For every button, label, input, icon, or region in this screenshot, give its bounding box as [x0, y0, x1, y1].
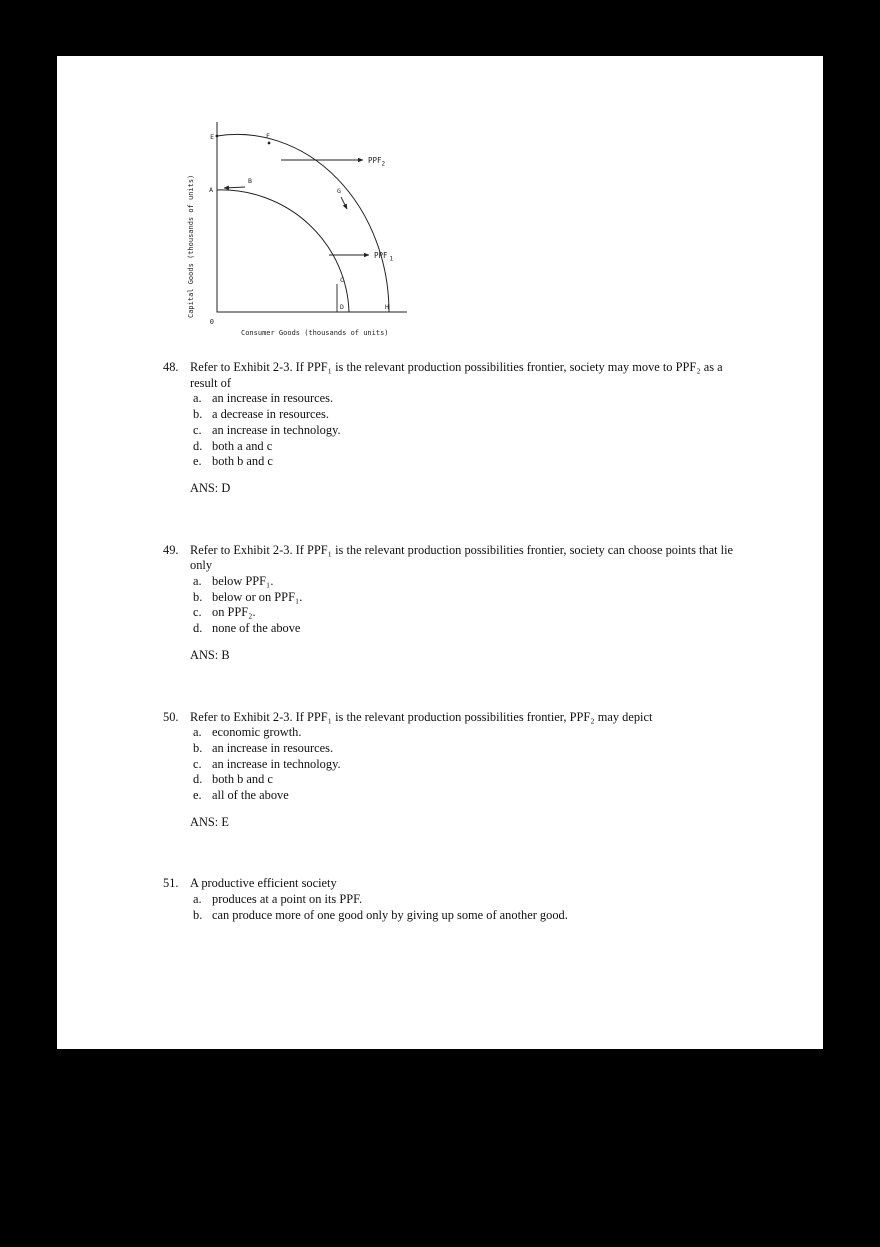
- option-letter: b.: [193, 740, 203, 755]
- option: [190, 757, 753, 773]
- question-48: [163, 360, 763, 497]
- option-text: an increase in resources.: [212, 740, 334, 755]
- point-h-label: H: [385, 303, 389, 311]
- question-49: [163, 543, 763, 664]
- document-page: [57, 56, 823, 1049]
- answer-line: ANS: E: [190, 814, 229, 829]
- point-g-label: G: [337, 187, 341, 195]
- option: [190, 788, 753, 804]
- y-axis-label: Capital Goods (thousands of units): [187, 174, 195, 318]
- option-text: an increase in technology.: [212, 422, 341, 437]
- option-letter: b.: [193, 407, 203, 422]
- option: [190, 574, 753, 590]
- option: [190, 590, 753, 606]
- option-letter: e.: [193, 788, 202, 803]
- option-letter: c.: [193, 756, 202, 771]
- option-letter: a.: [193, 892, 202, 907]
- option: [190, 725, 753, 741]
- option-text: an increase in resources.: [212, 391, 334, 406]
- question-number: 50.: [163, 709, 179, 724]
- ppf1-curve: [217, 190, 349, 312]
- question-list: [57, 360, 823, 924]
- point-c-label: C: [340, 276, 344, 284]
- option-text: both b and c: [212, 454, 273, 469]
- option-text: can produce more of one good only by giving up some of another good.: [212, 907, 568, 922]
- point-a-label: A: [209, 186, 213, 194]
- option-text: none of the above: [212, 621, 301, 636]
- point-b-label: B: [248, 177, 252, 185]
- option: [190, 892, 753, 908]
- question-51: [163, 876, 763, 923]
- question-50: [163, 710, 763, 831]
- option: [190, 391, 753, 407]
- option-letter: d.: [193, 621, 203, 636]
- option: [190, 741, 753, 757]
- question-number: 51.: [163, 876, 179, 891]
- option: [190, 407, 753, 423]
- option-letter: e.: [193, 454, 202, 469]
- question-body: [190, 876, 753, 923]
- option: [190, 605, 753, 621]
- option-text: an increase in technology.: [212, 756, 341, 771]
- option-text: all of the above: [212, 788, 289, 803]
- ppf2-curve: [217, 134, 389, 312]
- question-body: [190, 710, 753, 831]
- answer-line: ANS: B: [190, 647, 230, 662]
- option-letter: b.: [193, 907, 203, 922]
- option: [190, 439, 753, 455]
- question-text: Refer to Exhibit 2-3. If PPF₁ is the relevant production possibilities frontier, society may move to PPF₂ as a result of: [190, 360, 723, 390]
- point-e-label: E: [210, 133, 214, 141]
- question-number: 48.: [163, 360, 179, 374]
- arrow-to-g: [341, 197, 347, 209]
- option-letter: d.: [193, 772, 203, 787]
- point-e-dot: [216, 135, 219, 138]
- origin-label: 0: [209, 318, 214, 326]
- option: [190, 908, 753, 924]
- x-axis-label: Consumer Goods (thousands of units): [241, 329, 389, 337]
- option-letter: a.: [193, 725, 202, 740]
- option: [190, 621, 753, 637]
- axes-lines: [217, 122, 407, 312]
- question-body: [190, 543, 753, 664]
- ppf-chart: [179, 114, 441, 346]
- option: [190, 423, 753, 439]
- arrow-to-a: [224, 187, 245, 188]
- option-letter: a.: [193, 391, 202, 406]
- question-text: Refer to Exhibit 2-3. If PPF₁ is the relevant production possibilities frontier, PPF₂ may depict: [190, 709, 653, 724]
- option: [190, 454, 753, 470]
- option-text: a decrease in resources.: [212, 407, 329, 422]
- point-d-label: D: [340, 303, 344, 311]
- option-text: on PPF₂.: [212, 605, 256, 620]
- option-letter: c.: [193, 605, 202, 620]
- option-letter: d.: [193, 438, 203, 453]
- option-letter: c.: [193, 422, 202, 437]
- option-text: below PPF₁.: [212, 574, 274, 589]
- point-f-dot: [268, 142, 271, 145]
- exhibit-2-3-ppf-diagram: [179, 114, 459, 346]
- option-text: both a and c: [212, 438, 273, 453]
- option-text: produces at a point on its PPF.: [212, 892, 363, 907]
- option-text: economic growth.: [212, 725, 302, 740]
- option-text: both b and c: [212, 772, 273, 787]
- ppf1-label: PPF $_1$: [374, 251, 394, 263]
- answer-line: ANS: D: [190, 480, 231, 495]
- question-text: Refer to Exhibit 2-3. If PPF₁ is the relevant production possibilities frontier, society can choose points that lie only: [190, 542, 734, 573]
- question-text: A productive efficient society: [190, 876, 337, 891]
- ppf2-label: $PPF_2$: [368, 156, 386, 168]
- option-letter: a.: [193, 574, 202, 589]
- option: [190, 772, 753, 788]
- point-f-label: F: [266, 132, 270, 140]
- option-letter: b.: [193, 589, 203, 604]
- question-body: [190, 360, 753, 497]
- question-number: 49.: [163, 542, 179, 557]
- option-text: below or on PPF₁.: [212, 589, 303, 604]
